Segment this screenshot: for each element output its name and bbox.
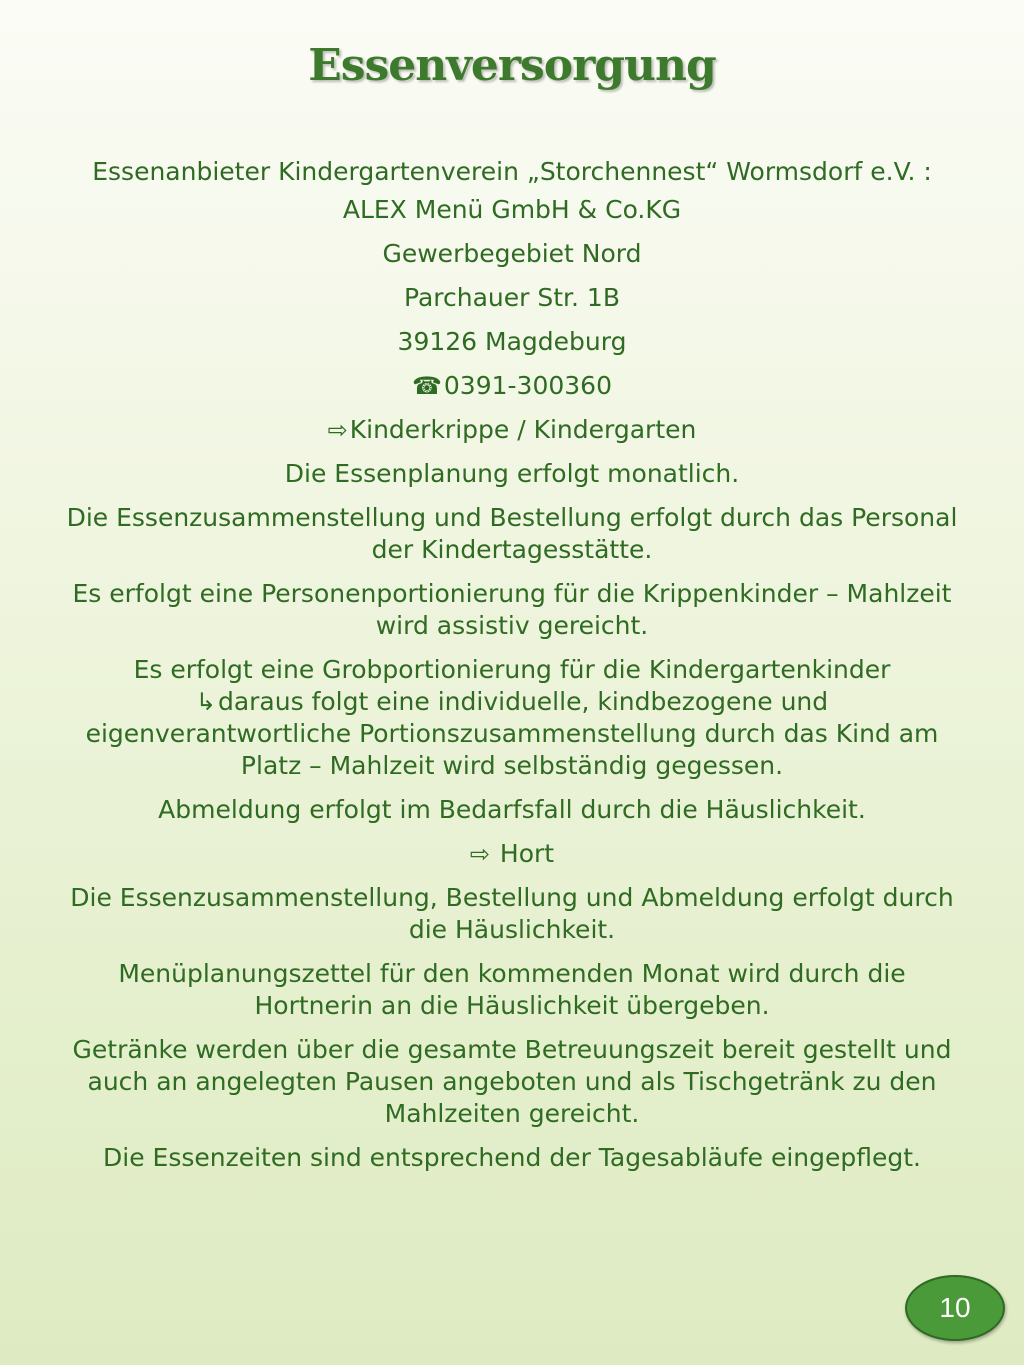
hort-paragraph-2: Menüplanungszettel für den kommenden Monat wird durch die Hortnerin an die Häuslichkeit übergeben. [118,959,906,1020]
krippe-heading: Kinderkrippe / Kindergarten [349,415,697,444]
provider-city: 39126 Magdeburg [397,327,627,356]
page-title: Essenversorgung [308,40,716,91]
provider-phone-line [62,370,962,402]
krippe-paragraph-4-a: Es erfolgt eine Grobportionierung für die Kindergartenkinder [133,655,891,684]
krippe-paragraph-3: Es erfolgt eine Personenportionierung für die Krippenkinder – Mahlzeit wird assistiv gereicht. [72,579,952,640]
provider-phone: 0391-300360 [443,371,612,400]
krippe-paragraph-4-b: daraus folgt eine individuelle, kindbezogene und eigenverantwortliche Portionszusammenstellung durch das Kind am Platz – Mahlzeit wird selbständig gegessen. [85,687,939,780]
krippe-paragraph-2: Die Essenzusammenstellung und Bestellung erfolgt durch das Personal der Kindertagesstätte. [66,503,958,564]
hort-heading-line [62,838,962,870]
provider-company: ALEX Menü GmbH & Co.KG [342,195,682,224]
krippe-paragraph-1: Die Essenplanung erfolgt monatlich. [284,459,740,488]
hort-paragraph-1: Die Essenzusammenstellung, Bestellung und Abmeldung erfolgt durch die Häuslichkeit. [70,883,954,944]
krippe-paragraph-5: Abmeldung erfolgt im Bedarfsfall durch die Häuslichkeit. [158,795,866,824]
telephone-icon: ☎ [412,372,442,400]
krippe-paragraph-4 [62,654,962,782]
krippe-heading-line [62,414,962,446]
hort-paragraph-4: Die Essenzeiten sind entsprechend der Tagesabläufe eingepflegt. [103,1143,921,1172]
page-number-badge: 10 [905,1275,1005,1341]
hort-paragraph-3: Getränke werden über die gesamte Betreuungszeit bereit gestellt und auch an angelegten Pausen angeboten und als Tischgetränk zu den Mahlzeiten gereicht. [72,1035,952,1128]
right-arrow-icon: ⇨ [469,840,490,868]
provider-intro: Essenanbieter Kindergartenverein „Storchennest“ Wormsdorf e.V. : [92,157,932,186]
hort-heading: Hort [491,839,555,868]
right-arrow-icon: ⇨ [327,416,348,444]
turn-arrow-icon: ↳ [195,688,216,716]
content-body [62,156,962,1186]
provider-area: Gewerbegebiet Nord [382,239,642,268]
provider-street: Parchauer Str. 1B [404,283,620,312]
